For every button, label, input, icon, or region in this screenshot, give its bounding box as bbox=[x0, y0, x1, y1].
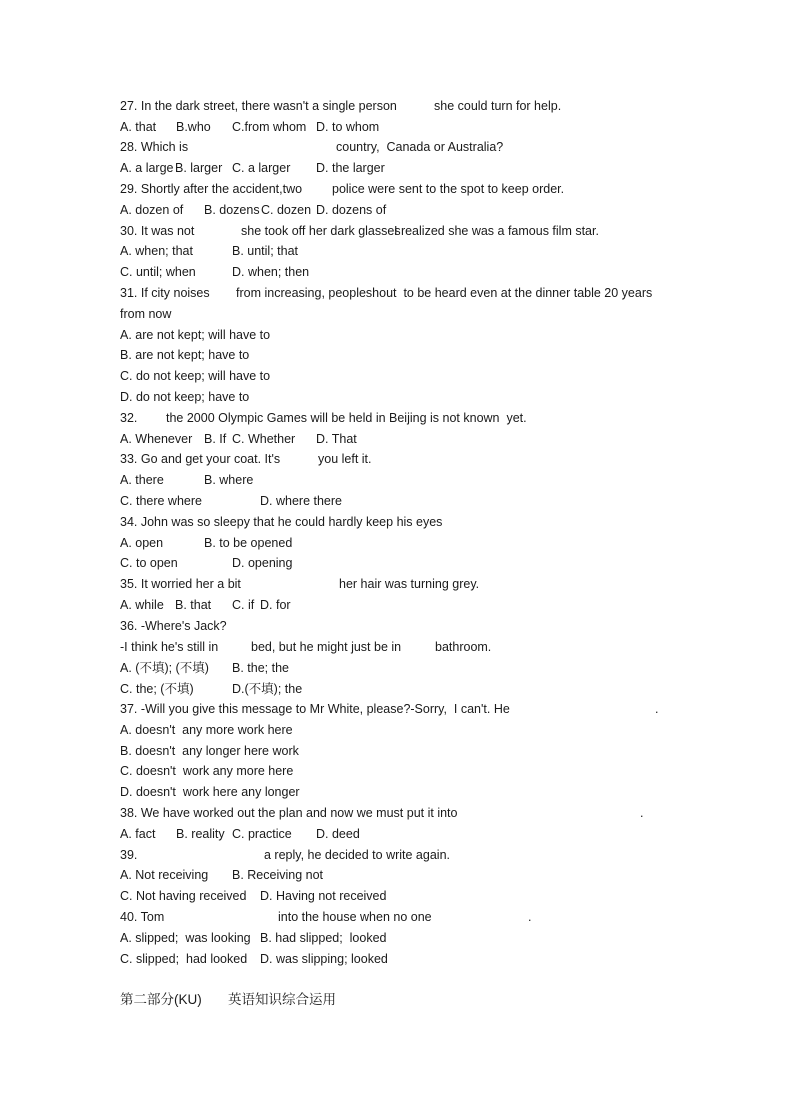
option-d: D. That bbox=[316, 432, 357, 446]
option-a: A. Whenever bbox=[120, 432, 193, 446]
option-c: C. if bbox=[232, 598, 255, 612]
options-30-row1 bbox=[120, 241, 299, 261]
option-b: B. are not kept; have to bbox=[120, 348, 250, 362]
question-stem-end: . bbox=[655, 702, 659, 716]
options-36-row1 bbox=[120, 658, 289, 678]
option-d: D. dozens of bbox=[316, 203, 387, 217]
option-c: C. until; when bbox=[120, 265, 196, 279]
question-stem: 33. Go and get your coat. It's bbox=[120, 452, 281, 466]
question-stem-end: country, Canada or Australia? bbox=[336, 140, 504, 154]
options-34-row2 bbox=[120, 553, 293, 573]
question-stem-end: you left it. bbox=[318, 452, 372, 466]
option-b: B. reality bbox=[176, 827, 225, 841]
question-stem-end: she could turn for help. bbox=[434, 99, 562, 113]
options-28 bbox=[120, 158, 385, 178]
option-a: A. dozen of bbox=[120, 203, 184, 217]
option-c: C. a larger bbox=[232, 161, 291, 175]
option-b: B. until; that bbox=[232, 244, 299, 258]
option-d: D. where there bbox=[260, 494, 342, 508]
question-40 bbox=[120, 907, 532, 927]
option-d: D. do not keep; have to bbox=[120, 390, 250, 404]
options-39-row2 bbox=[120, 886, 387, 906]
options-36-row2 bbox=[120, 679, 303, 699]
option-c: C. do not keep; will have to bbox=[120, 369, 271, 383]
option-d: D. for bbox=[260, 598, 291, 612]
option-b: B. had slipped; looked bbox=[260, 931, 387, 945]
question-39 bbox=[120, 845, 450, 865]
option-b: B. If bbox=[204, 432, 227, 446]
option-d: D. doesn't work here any longer bbox=[120, 785, 300, 799]
option-c: C. slipped; had looked bbox=[120, 952, 248, 966]
question-stem-mid: bed, but he might just be in bbox=[251, 640, 402, 654]
question-31 bbox=[120, 283, 653, 303]
question-stem-line2: -I think he's still in bbox=[120, 640, 219, 654]
option-c: C. to open bbox=[120, 556, 178, 570]
question-stem-end: I realized she was a famous film star. bbox=[394, 224, 599, 238]
question-stem-end: her hair was turning grey. bbox=[339, 577, 480, 591]
option-d: D. to whom bbox=[316, 120, 380, 134]
options-33-row2 bbox=[120, 491, 342, 511]
option-d: D. opening bbox=[232, 556, 293, 570]
question-stem: 39. bbox=[120, 848, 138, 862]
option-a: A. (不填); (不填) bbox=[120, 661, 209, 675]
question-stem: 37. -Will you give this message to Mr White, please?-Sorry, I can't. He bbox=[120, 702, 510, 716]
question-stem: 38. We have worked out the plan and now we must put it into bbox=[120, 806, 458, 820]
option-d: D. deed bbox=[316, 827, 360, 841]
option-c: C. there where bbox=[120, 494, 202, 508]
option-d: D. was slipping; looked bbox=[260, 952, 388, 966]
question-stem-end: . bbox=[640, 806, 644, 820]
option-a: A. open bbox=[120, 536, 164, 550]
question-stem-end: police were sent to the spot to keep order. bbox=[332, 182, 565, 196]
option-b: B. to be opened bbox=[204, 536, 293, 550]
option-a: A. fact bbox=[120, 827, 156, 841]
question-stem: 32. bbox=[120, 411, 138, 425]
options-35 bbox=[120, 595, 291, 615]
option-b: B. that bbox=[175, 598, 212, 612]
option-b: B. doesn't any longer here work bbox=[120, 744, 299, 758]
option-a: A. slipped; was looking bbox=[120, 931, 251, 945]
question-30 bbox=[120, 221, 599, 241]
option-a: A. doesn't any more work here bbox=[120, 723, 293, 737]
question-34 bbox=[120, 512, 443, 532]
question-31-cont bbox=[120, 304, 172, 324]
options-40-row2 bbox=[120, 949, 388, 969]
option-a: A. while bbox=[120, 598, 164, 612]
option-a: A. Not receiving bbox=[120, 868, 209, 882]
question-28 bbox=[120, 137, 504, 157]
section-label: 第二部分(KU) bbox=[120, 992, 202, 1007]
question-stem: 35. It worried her a bit bbox=[120, 577, 241, 591]
question-27 bbox=[120, 96, 562, 116]
question-35 bbox=[120, 574, 480, 594]
option-c: C.from whom bbox=[232, 120, 307, 134]
options-30-row2 bbox=[120, 262, 310, 282]
question-38 bbox=[120, 803, 644, 823]
option-d: D. the larger bbox=[316, 161, 385, 175]
option-d: D. Having not received bbox=[260, 889, 387, 903]
options-32 bbox=[120, 429, 357, 449]
option-b: B. where bbox=[204, 473, 254, 487]
question-stem: 34. John was so sleepy that he could hardly keep his eyes bbox=[120, 515, 443, 529]
option-a: A. are not kept; will have to bbox=[120, 328, 271, 342]
question-stem-end: from increasing, peopleshout to be heard even at the dinner table 20 years bbox=[236, 286, 653, 300]
option-b: B. the; the bbox=[232, 661, 289, 675]
options-39-row1 bbox=[120, 865, 324, 885]
options-34-row1 bbox=[120, 533, 293, 553]
option-a: A. when; that bbox=[120, 244, 193, 258]
question-stem: 29. Shortly after the accident,two bbox=[120, 182, 303, 196]
option-b: B. dozens bbox=[204, 203, 260, 217]
option-a: A. that bbox=[120, 120, 157, 134]
question-29 bbox=[120, 179, 565, 199]
question-33 bbox=[120, 449, 372, 469]
question-stem-end: bathroom. bbox=[435, 640, 492, 654]
option-c: C. Not having received bbox=[120, 889, 247, 903]
question-36-line2 bbox=[120, 637, 492, 657]
option-c: C. practice bbox=[232, 827, 292, 841]
option-b: B.who bbox=[176, 120, 211, 134]
option-b: B. Receiving not bbox=[232, 868, 324, 882]
options-29 bbox=[120, 200, 387, 220]
option-c: C. doesn't work any more here bbox=[120, 764, 294, 778]
option-a: A. there bbox=[120, 473, 164, 487]
question-32 bbox=[120, 408, 527, 428]
question-stem-mid: she took off her dark glasses bbox=[241, 224, 401, 238]
question-stem: 40. Tom bbox=[120, 910, 165, 924]
options-38 bbox=[120, 824, 360, 844]
question-stem-mid: into the house when no one bbox=[278, 910, 432, 924]
option-d: D. when; then bbox=[232, 265, 310, 279]
option-c: C. the; (不填) bbox=[120, 682, 194, 696]
question-37 bbox=[120, 699, 659, 719]
options-40-row1 bbox=[120, 928, 387, 948]
question-stem: 30. It was not bbox=[120, 224, 195, 238]
option-d: D.(不填); the bbox=[232, 682, 303, 696]
question-stem-end: a reply, he decided to write again. bbox=[264, 848, 450, 862]
option-c: C. dozen bbox=[261, 203, 312, 217]
question-stem: 36. -Where's Jack? bbox=[120, 619, 227, 633]
question-stem-cont: from now bbox=[120, 307, 172, 321]
question-stem: 31. If city noises bbox=[120, 286, 210, 300]
option-a: A. a large bbox=[120, 161, 174, 175]
question-stem-end: the 2000 Olympic Games will be held in Beijing is not known yet. bbox=[166, 411, 527, 425]
question-stem: 28. Which is bbox=[120, 140, 189, 154]
option-b: B. larger bbox=[175, 161, 223, 175]
options-27 bbox=[120, 117, 380, 137]
section-heading bbox=[120, 990, 336, 1010]
option-c: C. Whether bbox=[232, 432, 296, 446]
options-33-row1 bbox=[120, 470, 254, 490]
section-title: 英语知识综合运用 bbox=[228, 992, 336, 1007]
question-stem: 27. In the dark street, there wasn't a single person bbox=[120, 99, 397, 113]
question-stem-end: . bbox=[528, 910, 532, 924]
question-36 bbox=[120, 616, 227, 636]
